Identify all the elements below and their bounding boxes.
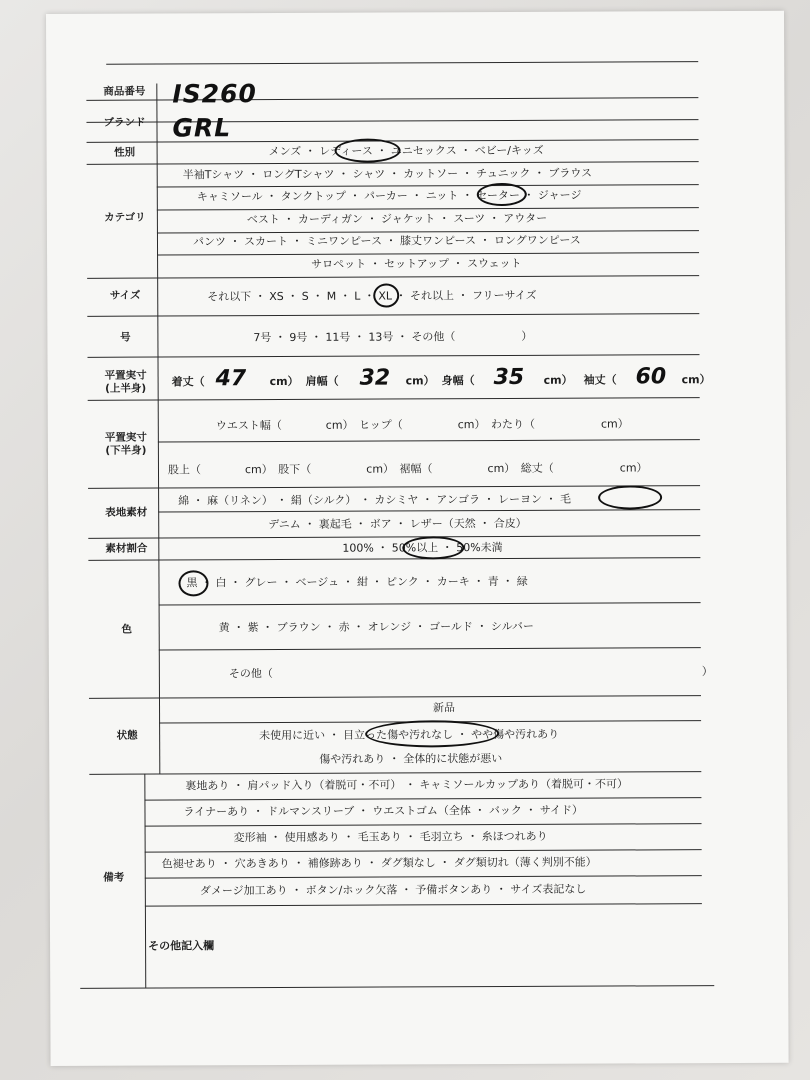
label-material: 表地素材 bbox=[105, 506, 148, 519]
sleeve-unit: cm） bbox=[681, 373, 711, 387]
chest-value: 35 bbox=[493, 364, 525, 391]
lower-row-1: ウエスト幅（ cm） ヒップ（ cm） わたり（ cm） bbox=[215, 417, 629, 433]
length-unit: cm） bbox=[269, 374, 299, 389]
category-row-3: ベスト ・ カーディガン ・ ジャケット ・ スーツ ・ アウター bbox=[246, 211, 548, 227]
rule bbox=[145, 849, 702, 852]
number-options: 7号 ・ 9号 ・ 11号 ・ 13号 ・ その他（ ） bbox=[253, 329, 533, 345]
rule bbox=[87, 313, 699, 317]
size-options: それ以下 ・ XS ・ S ・ M ・ L ・ XL ・ それ以上 ・ フリーサイズ bbox=[207, 288, 537, 304]
label-lower-measure: 平置実寸 (下半身) bbox=[104, 431, 147, 457]
rule bbox=[159, 602, 701, 605]
condition-row-1: 新品 bbox=[433, 701, 456, 715]
rule bbox=[145, 875, 702, 878]
rule bbox=[87, 275, 699, 279]
rule bbox=[158, 509, 700, 512]
rule bbox=[106, 61, 698, 65]
rule bbox=[144, 797, 701, 800]
rule bbox=[89, 695, 701, 699]
selection-circle bbox=[402, 536, 464, 559]
label-size: サイズ bbox=[109, 289, 141, 302]
remarks-row-5: ダメージ加工あり ・ ボタン/ホック欠落 ・ 予備ボタンあり ・ サイズ表記なし bbox=[199, 882, 587, 898]
rule bbox=[88, 397, 700, 401]
brand-value: GRL bbox=[172, 113, 232, 143]
sleeve-label: 袖丈（ bbox=[583, 373, 617, 387]
category-row-5: サロペット ・ セットアップ ・ スウェット bbox=[311, 256, 522, 271]
shoulder-value: 32 bbox=[359, 365, 391, 391]
remarks-row-3: 変形袖 ・ 使用感あり ・ 毛玉あり ・ 毛羽立ち ・ 糸ほつれあり bbox=[233, 829, 548, 845]
rule bbox=[87, 161, 699, 165]
label-category: カテゴリ bbox=[104, 211, 146, 224]
selection-circle bbox=[477, 183, 527, 206]
color-row-1: 黒 ・ 白 ・ グレー ・ ベージュ ・ 紺 ・ ピンク ・ カーキ ・ 青 ・ 緑 bbox=[186, 574, 528, 590]
chest-label: 身幅（ bbox=[441, 374, 475, 388]
category-row-2: キャミソール ・ タンクトップ ・ パーカー ・ ニット ・ セーター ・ ジャージ bbox=[196, 188, 582, 204]
selection-circle bbox=[335, 138, 401, 162]
category-row-1: 半袖Tシャツ ・ ロングTシャツ ・ シャツ ・ カットソー ・ チュニック ・ ブラウス bbox=[182, 166, 593, 182]
product-no-value: IS260 bbox=[172, 79, 257, 109]
remarks-row-2: ライナーあり ・ ドルマンスリーブ ・ ウエストゴム（全体 ・ バック ・ サイド） bbox=[183, 803, 584, 819]
rule bbox=[157, 252, 699, 255]
shoulder-label: 肩幅（ bbox=[305, 374, 339, 388]
gender-options: メンズ ・ レディース ・ ユニセックス ・ ベビー/キッズ bbox=[268, 143, 544, 159]
label-remarks: 備考 bbox=[103, 871, 125, 884]
rule bbox=[145, 903, 702, 906]
column-divider bbox=[144, 774, 146, 988]
chest-unit: cm） bbox=[543, 373, 573, 387]
rule bbox=[145, 823, 702, 826]
remarks-row-4: 色褪せあり ・ 穴あきあり ・ 補修跡あり ・ ダグ類なし ・ ダグ類切れ（薄く判別不能） bbox=[161, 855, 597, 871]
sleeve-value: 60 bbox=[635, 364, 667, 390]
label-ratio: 素材割合 bbox=[105, 542, 148, 555]
rule bbox=[157, 207, 699, 210]
rule bbox=[159, 647, 701, 650]
remarks-row-1: 裏地あり ・ 肩パッド入り（着脱可・不可） ・ キャミソールカップあり（着脱可・不可） bbox=[185, 777, 629, 793]
label-upper-measure: 平置実寸 (上半身) bbox=[104, 369, 147, 395]
rule bbox=[157, 230, 699, 233]
selection-circle bbox=[365, 720, 499, 748]
rule bbox=[157, 184, 699, 187]
ratio-options: 100% ・ 50%以上 ・ 50%未満 bbox=[342, 541, 503, 555]
rule bbox=[80, 985, 714, 989]
rule bbox=[88, 535, 700, 539]
selection-circle bbox=[178, 570, 208, 596]
label-gender: 性別 bbox=[114, 146, 136, 159]
material-row-1: 綿 ・ 麻（リネン） ・ 絹（シルク） ・ カシミヤ ・ アンゴラ ・ レーヨン ・ 毛 bbox=[178, 492, 571, 508]
label-color: 色 bbox=[121, 623, 132, 636]
color-row-2: 黄 ・ 紫 ・ ブラウン ・ 赤 ・ オレンジ ・ ゴールド ・ シルバー bbox=[218, 619, 534, 635]
label-product-no: 商品番号 bbox=[103, 85, 146, 98]
remarks-other-label: その他記入欄 bbox=[148, 939, 215, 953]
length-label: 着丈（ bbox=[171, 375, 205, 389]
category-row-4: パンツ ・ スカート ・ ミニワンピース ・ 膝丈ワンピース ・ ロングワンピース bbox=[192, 233, 581, 249]
selection-circle bbox=[373, 283, 399, 307]
rule bbox=[89, 771, 701, 775]
label-brand: ブランド bbox=[103, 116, 146, 129]
selection-circle bbox=[598, 485, 662, 509]
condition-row-2: 未使用に近い ・ 目立った傷や汚れなし ・ やや傷や汚れあり bbox=[259, 727, 560, 743]
length-value: 47 bbox=[215, 366, 247, 392]
material-row-2: デニム ・ 裏起毛 ・ ボア ・ レザー（天然 ・ 合皮） bbox=[268, 516, 527, 532]
inspection-form-sheet bbox=[46, 11, 789, 1066]
label-number: 号 bbox=[120, 331, 131, 344]
rule bbox=[158, 439, 700, 442]
condition-row-3: 傷や汚れあり ・ 全体的に状態が悪い bbox=[319, 752, 503, 766]
rule bbox=[87, 354, 699, 358]
shoulder-unit: cm） bbox=[405, 374, 435, 388]
label-condition: 状態 bbox=[116, 729, 138, 742]
rule bbox=[88, 557, 700, 561]
lower-row-2: 股上（ cm） 股下（ cm） 裾幅（ cm） 総丈（ cm） bbox=[167, 461, 648, 477]
color-row-3: その他（ ） bbox=[228, 665, 713, 681]
